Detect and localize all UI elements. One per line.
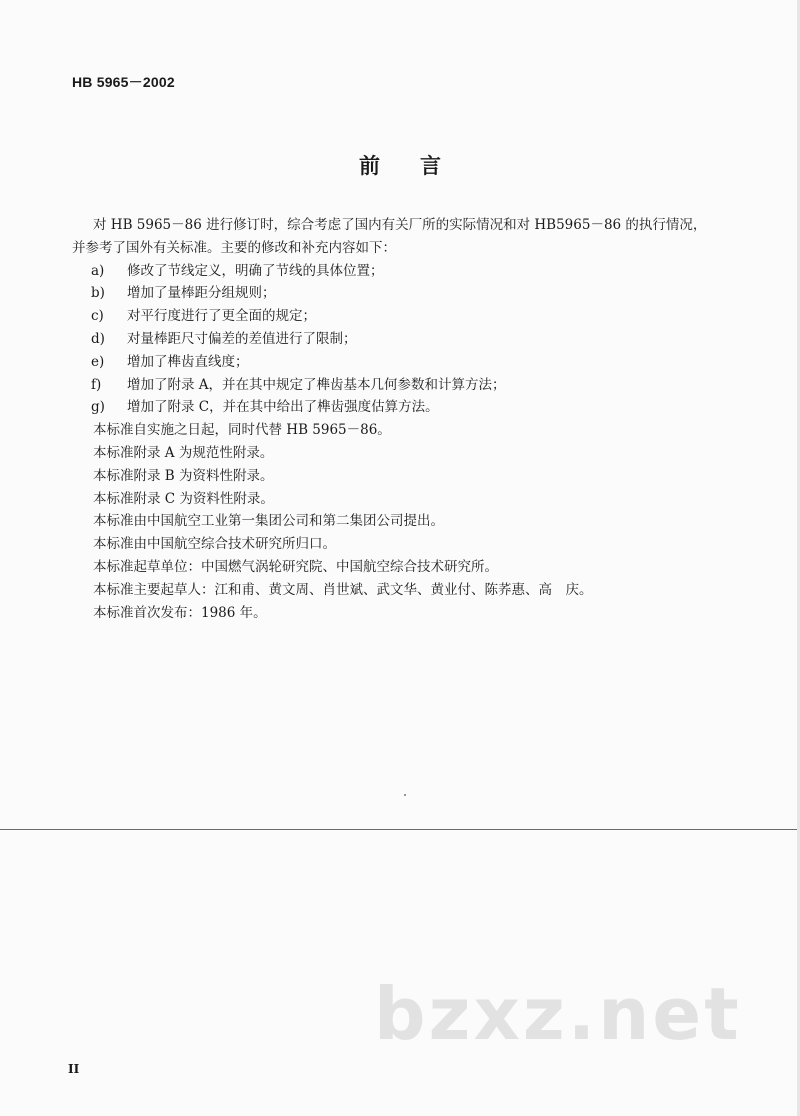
change-text: 增加了附录 C，并在其中给出了榫齿强度估算方法。 bbox=[127, 399, 439, 416]
statement-line: 本标准自实施之日起，同时代替 HB 5965－86。 bbox=[93, 422, 391, 439]
change-label: f) bbox=[91, 376, 102, 393]
statement-line: 本标准首次发布：1986 年。 bbox=[93, 604, 267, 621]
change-text: 增加了附录 A，并在其中规定了榫齿基本几何参数和计算方法； bbox=[127, 376, 506, 393]
page-divider bbox=[0, 829, 800, 830]
change-item bbox=[72, 351, 752, 374]
change-item bbox=[72, 374, 752, 397]
change-item bbox=[72, 260, 752, 283]
change-text: 对量棒距尺寸偏差的差值进行了限制； bbox=[127, 330, 357, 347]
change-text: 对平行度进行了更全面的规定； bbox=[127, 308, 316, 325]
watermark: bzxz.net bbox=[374, 972, 742, 1056]
statement-line: 本标准主要起草人：江和甫、黄文周、肖世斌、武文华、黄业付、陈荞惠、高 庆。 bbox=[93, 581, 593, 598]
change-item bbox=[72, 305, 752, 328]
change-text: 增加了量棒距分组规则； bbox=[127, 285, 276, 302]
change-label: d) bbox=[91, 330, 105, 347]
change-label: e) bbox=[91, 353, 105, 370]
change-label: c) bbox=[91, 308, 104, 325]
statement-line: 本标准附录 A 为规范性附录。 bbox=[93, 444, 274, 461]
change-label: g) bbox=[91, 399, 105, 416]
statement-line: 本标准附录 B 为资料性附录。 bbox=[93, 467, 274, 484]
change-item bbox=[72, 328, 752, 351]
change-label: a) bbox=[91, 262, 105, 279]
intro-line-2: 并参考了国外有关标准。主要的修改和补充内容如下： bbox=[72, 239, 396, 256]
change-item bbox=[72, 396, 752, 419]
statement-line: 本标准附录 C 为资料性附录。 bbox=[93, 490, 274, 507]
page-title: 前言 bbox=[359, 153, 481, 178]
page-number: II bbox=[68, 1062, 80, 1076]
statement-line: 本标准由中国航空工业第一集团公司和第二集团公司提出。 bbox=[93, 513, 444, 530]
statement-line: 本标准由中国航空综合技术研究所归口。 bbox=[93, 536, 336, 553]
statement-line: 本标准起草单位：中国燃气涡轮研究院、中国航空综合技术研究所。 bbox=[93, 558, 498, 575]
intro-line-1: 对 HB 5965－86 进行修订时，综合考虑了国内有关厂所的实际情况和对 HB5965－86 的执行情况， bbox=[93, 217, 707, 233]
change-text: 修改了节线定义，明确了节线的具体位置； bbox=[127, 262, 384, 279]
preface-body bbox=[72, 214, 752, 624]
change-item bbox=[72, 282, 752, 305]
scan-speck bbox=[404, 794, 406, 796]
change-label: b) bbox=[91, 285, 105, 302]
change-text: 增加了榫齿直线度； bbox=[127, 353, 249, 370]
standard-code: HB 5965－2002 bbox=[72, 74, 175, 90]
